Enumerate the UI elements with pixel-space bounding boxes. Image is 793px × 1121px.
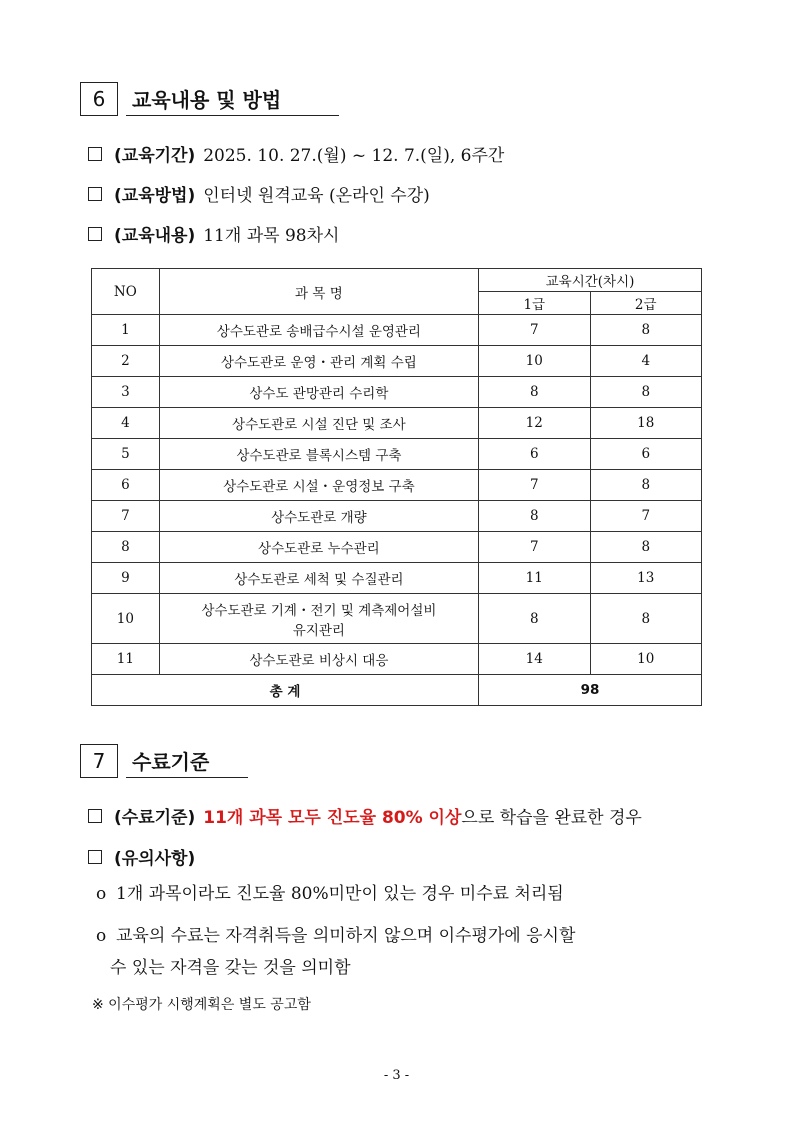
cell-grade1: 11: [479, 563, 590, 594]
cell-name: 상수도관로 누수관리: [159, 532, 478, 563]
cell-grade2: 10: [590, 644, 702, 675]
info-item-period: [88, 141, 504, 166]
cell-grade2: 8: [590, 594, 702, 644]
criteria-item: [88, 803, 642, 828]
section-title: 수료기준: [126, 744, 248, 778]
cell-name: 상수도관로 비상시 대응: [159, 644, 478, 675]
cell-grade1: 7: [479, 470, 590, 501]
cell-grade2: 8: [590, 532, 702, 563]
cell-name: 상수도관로 세척 및 수질관리: [159, 563, 478, 594]
checkbox-icon: [88, 227, 102, 241]
checkbox-icon: [88, 850, 102, 864]
table-row: [92, 532, 702, 563]
cell-name-line1: 상수도관로 기계・전기 및 계측제어설비: [201, 602, 437, 619]
table-row: [92, 408, 702, 439]
info-item-method: [88, 181, 430, 206]
cell-grade2: 8: [590, 315, 702, 346]
cell-grade2: 13: [590, 563, 702, 594]
cell-no: 9: [92, 563, 160, 594]
item-label: (교육방법): [114, 186, 196, 206]
item-label: (교육내용): [114, 226, 196, 246]
item-text: 11개 과목 98차시: [203, 226, 340, 246]
course-table: [91, 268, 702, 706]
cell-grade1: 12: [479, 408, 590, 439]
note-text: 1개 과목이라도 진도율 80%미만이 있는 경우 미수료 처리됨: [116, 884, 564, 904]
cell-grade1: 7: [479, 315, 590, 346]
note-text-line1: 교육의 수료는 자격취득을 의미하지 않으며 이수평가에 응시할: [116, 926, 576, 946]
cell-grade2: 18: [590, 408, 702, 439]
header-no: NO: [92, 269, 160, 315]
header-hours: 교육시간(차시): [479, 269, 702, 292]
cell-no: 10: [92, 594, 160, 644]
cell-no: 11: [92, 644, 160, 675]
section-6-header: [80, 76, 339, 116]
bullet: o: [96, 926, 107, 946]
cell-grade2: 8: [590, 470, 702, 501]
cell-no: 7: [92, 501, 160, 532]
cell-no: 1: [92, 315, 160, 346]
cell-no: 3: [92, 377, 160, 408]
reference-note: ※ 이수평가 시행계획은 별도 공고함: [92, 997, 311, 1013]
table-row: [92, 563, 702, 594]
table-row: [92, 470, 702, 501]
bullet: o: [96, 884, 107, 904]
cell-name: 상수도관로 개량: [159, 501, 478, 532]
cell-name: 상수도관로 시설 진단 및 조사: [159, 408, 478, 439]
section-number-box: 6: [80, 82, 118, 116]
cell-grade1: 10: [479, 346, 590, 377]
cell-name: [159, 594, 478, 644]
item-label: (유의사항): [114, 849, 196, 869]
cell-grade1: 8: [479, 594, 590, 644]
note-1: [96, 878, 564, 910]
table-row: [92, 644, 702, 675]
cell-grade2: 4: [590, 346, 702, 377]
header-grade-2: 2급: [590, 292, 702, 315]
note-2: [96, 920, 575, 984]
cell-no: 6: [92, 470, 160, 501]
checkbox-icon: [88, 147, 102, 161]
item-label: (교육기간): [114, 146, 196, 166]
total-value: 98: [479, 675, 702, 706]
header-course-name: 과 목 명: [159, 269, 478, 315]
item-text: 2025. 10. 27.(월) ~ 12. 7.(일), 6주간: [203, 146, 505, 166]
checkbox-icon: [88, 809, 102, 823]
item-label: (수료기준): [114, 808, 196, 828]
criteria-highlight: 11개 과목 모두 진도율 80% 이상: [203, 808, 462, 828]
criteria-rest: 으로 학습을 완료한 경우: [461, 808, 642, 828]
cell-name: 상수도관로 운영・관리 계획 수립: [159, 346, 478, 377]
cell-name-line2: 유지관리: [292, 622, 345, 639]
cell-no: 8: [92, 532, 160, 563]
cell-grade2: 8: [590, 377, 702, 408]
cell-grade1: 6: [479, 439, 590, 470]
cell-name: 상수도관로 블록시스템 구축: [159, 439, 478, 470]
cell-grade1: 8: [479, 377, 590, 408]
note-text-line2: 수 있는 자격을 갖는 것을 의미함: [110, 958, 351, 978]
total-row: [92, 675, 702, 706]
section-number-box: 7: [80, 744, 118, 778]
page-number: - 3 -: [383, 1068, 410, 1083]
cell-no: 2: [92, 346, 160, 377]
cell-grade1: 7: [479, 532, 590, 563]
table-row: [92, 315, 702, 346]
cell-name: 상수도 관망관리 수리학: [159, 377, 478, 408]
table-row: [92, 439, 702, 470]
table-row: [92, 377, 702, 408]
cell-grade2: 7: [590, 501, 702, 532]
cell-no: 4: [92, 408, 160, 439]
cell-grade2: 6: [590, 439, 702, 470]
checkbox-icon: [88, 187, 102, 201]
item-text: 인터넷 원격교육 (온라인 수강): [203, 186, 430, 206]
table-row: [92, 346, 702, 377]
total-label: 총 계: [92, 675, 479, 706]
cell-name: 상수도관로 시설・운영정보 구축: [159, 470, 478, 501]
section-7-header: [80, 738, 248, 778]
table-row: [92, 594, 702, 644]
header-grade-1: 1급: [479, 292, 590, 315]
cell-grade1: 8: [479, 501, 590, 532]
cell-grade1: 14: [479, 644, 590, 675]
cell-name: 상수도관로 송배급수시설 운영관리: [159, 315, 478, 346]
cell-no: 5: [92, 439, 160, 470]
notes-item: [88, 844, 203, 869]
info-item-content: [88, 221, 339, 246]
section-title: 교육내용 및 방법: [126, 82, 339, 116]
table-row: [92, 501, 702, 532]
